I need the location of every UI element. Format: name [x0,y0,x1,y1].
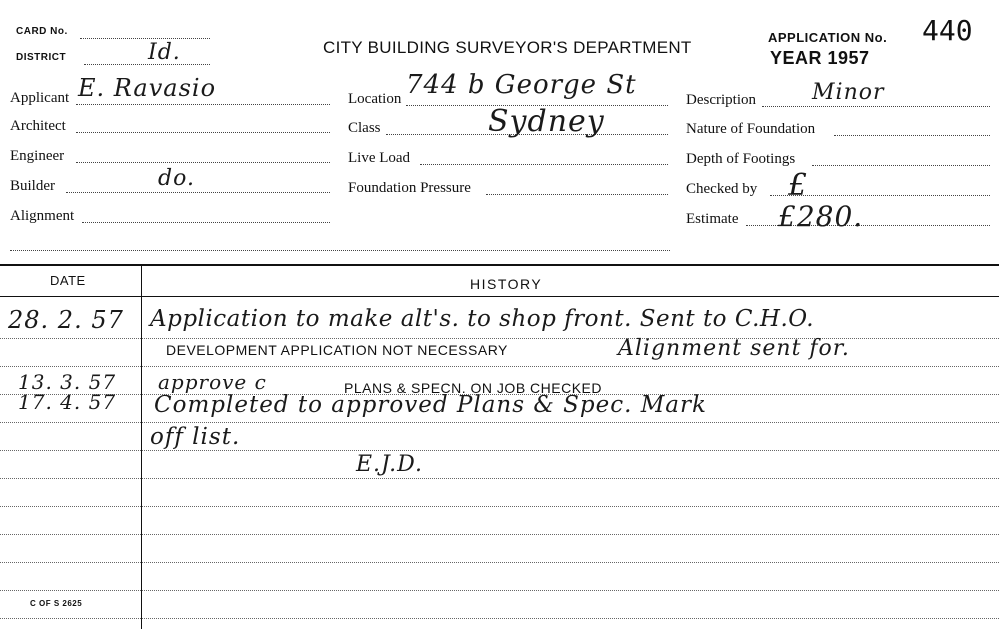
history-line [0,590,999,591]
live-load-label: Live Load [348,150,411,166]
history-header-rule [0,296,999,297]
date-column-divider [141,266,142,629]
page-title: CITY BUILDING SURVEYOR'S DEPARTMENT [323,38,692,57]
location-value: 744 b George St [406,70,637,100]
history-line [0,506,999,507]
application-no-value: 440 [922,14,973,47]
engineer-line [76,162,330,163]
live-load-line [420,164,668,165]
history-signature: E.J.D. [356,452,424,477]
location-value-line-2: Sydney [488,104,605,139]
application-no-label: APPLICATION No. [768,30,888,45]
history-top-rule [0,264,999,266]
history-stamp: DEVELOPMENT APPLICATION NOT NECESSARY [166,342,508,358]
checked-by-value: £ [788,168,809,203]
history-date: 28. 2. 57 [8,306,124,334]
history-line [0,534,999,535]
card-no-label: CARD No. [16,26,68,37]
card-no-line [80,38,210,39]
history-line [0,366,999,367]
history-date: 17. 4. 57 [18,390,117,414]
description-value: Minor [812,80,885,105]
history-text: off list. [150,424,241,450]
estimate-value: £280. [778,200,864,233]
depth-of-footings-line [812,165,990,166]
extra-line [10,250,670,251]
description-label: Description [686,92,756,108]
description-line [762,106,990,107]
nature-of-foundation-label: Nature of Foundation [686,121,816,137]
builder-label: Builder [10,178,55,194]
date-header: DATE [50,273,86,288]
applicant-value: E. Ravasio [78,74,217,102]
history-date: 13. 3. 57 [18,370,117,394]
builder-value: do. [158,166,195,191]
history-stamp: PLANS & SPECN. ON JOB CHECKED [344,380,603,396]
foundation-pressure-label: Foundation Pressure [348,180,471,196]
history-line [0,450,999,451]
district-value: Id. [148,40,181,65]
history-text: Application to make alt's. to shop front. Sent to C.H.O. [150,306,815,332]
year-label: YEAR 1957 [770,48,870,68]
history-header: HISTORY [470,276,543,292]
checked-by-label: Checked by [686,181,758,197]
architect-line [76,132,330,133]
form-code: C OF S 2625 [30,599,83,608]
history-line [0,422,999,423]
history-line [0,562,999,563]
location-label: Location [348,91,402,107]
estimate-label: Estimate [686,211,739,227]
history-text: approve c [158,370,267,394]
class-label: Class [348,120,381,136]
district-label: DISTRICT [16,52,67,63]
alignment-label: Alignment [10,208,75,224]
engineer-label: Engineer [10,148,65,164]
history-text: Alignment sent for. [618,336,850,361]
history-line [0,478,999,479]
builder-line [66,192,330,193]
foundation-pressure-line [486,194,668,195]
applicant-line [76,104,330,105]
architect-label: Architect [10,118,66,134]
nature-of-foundation-line [834,135,990,136]
history-text: Completed to approved Plans & Spec. Mark [154,392,707,418]
history-line [0,618,999,619]
alignment-line [82,222,330,223]
district-line [84,64,210,65]
depth-of-footings-label: Depth of Footings [686,151,796,167]
applicant-label: Applicant [10,90,70,106]
